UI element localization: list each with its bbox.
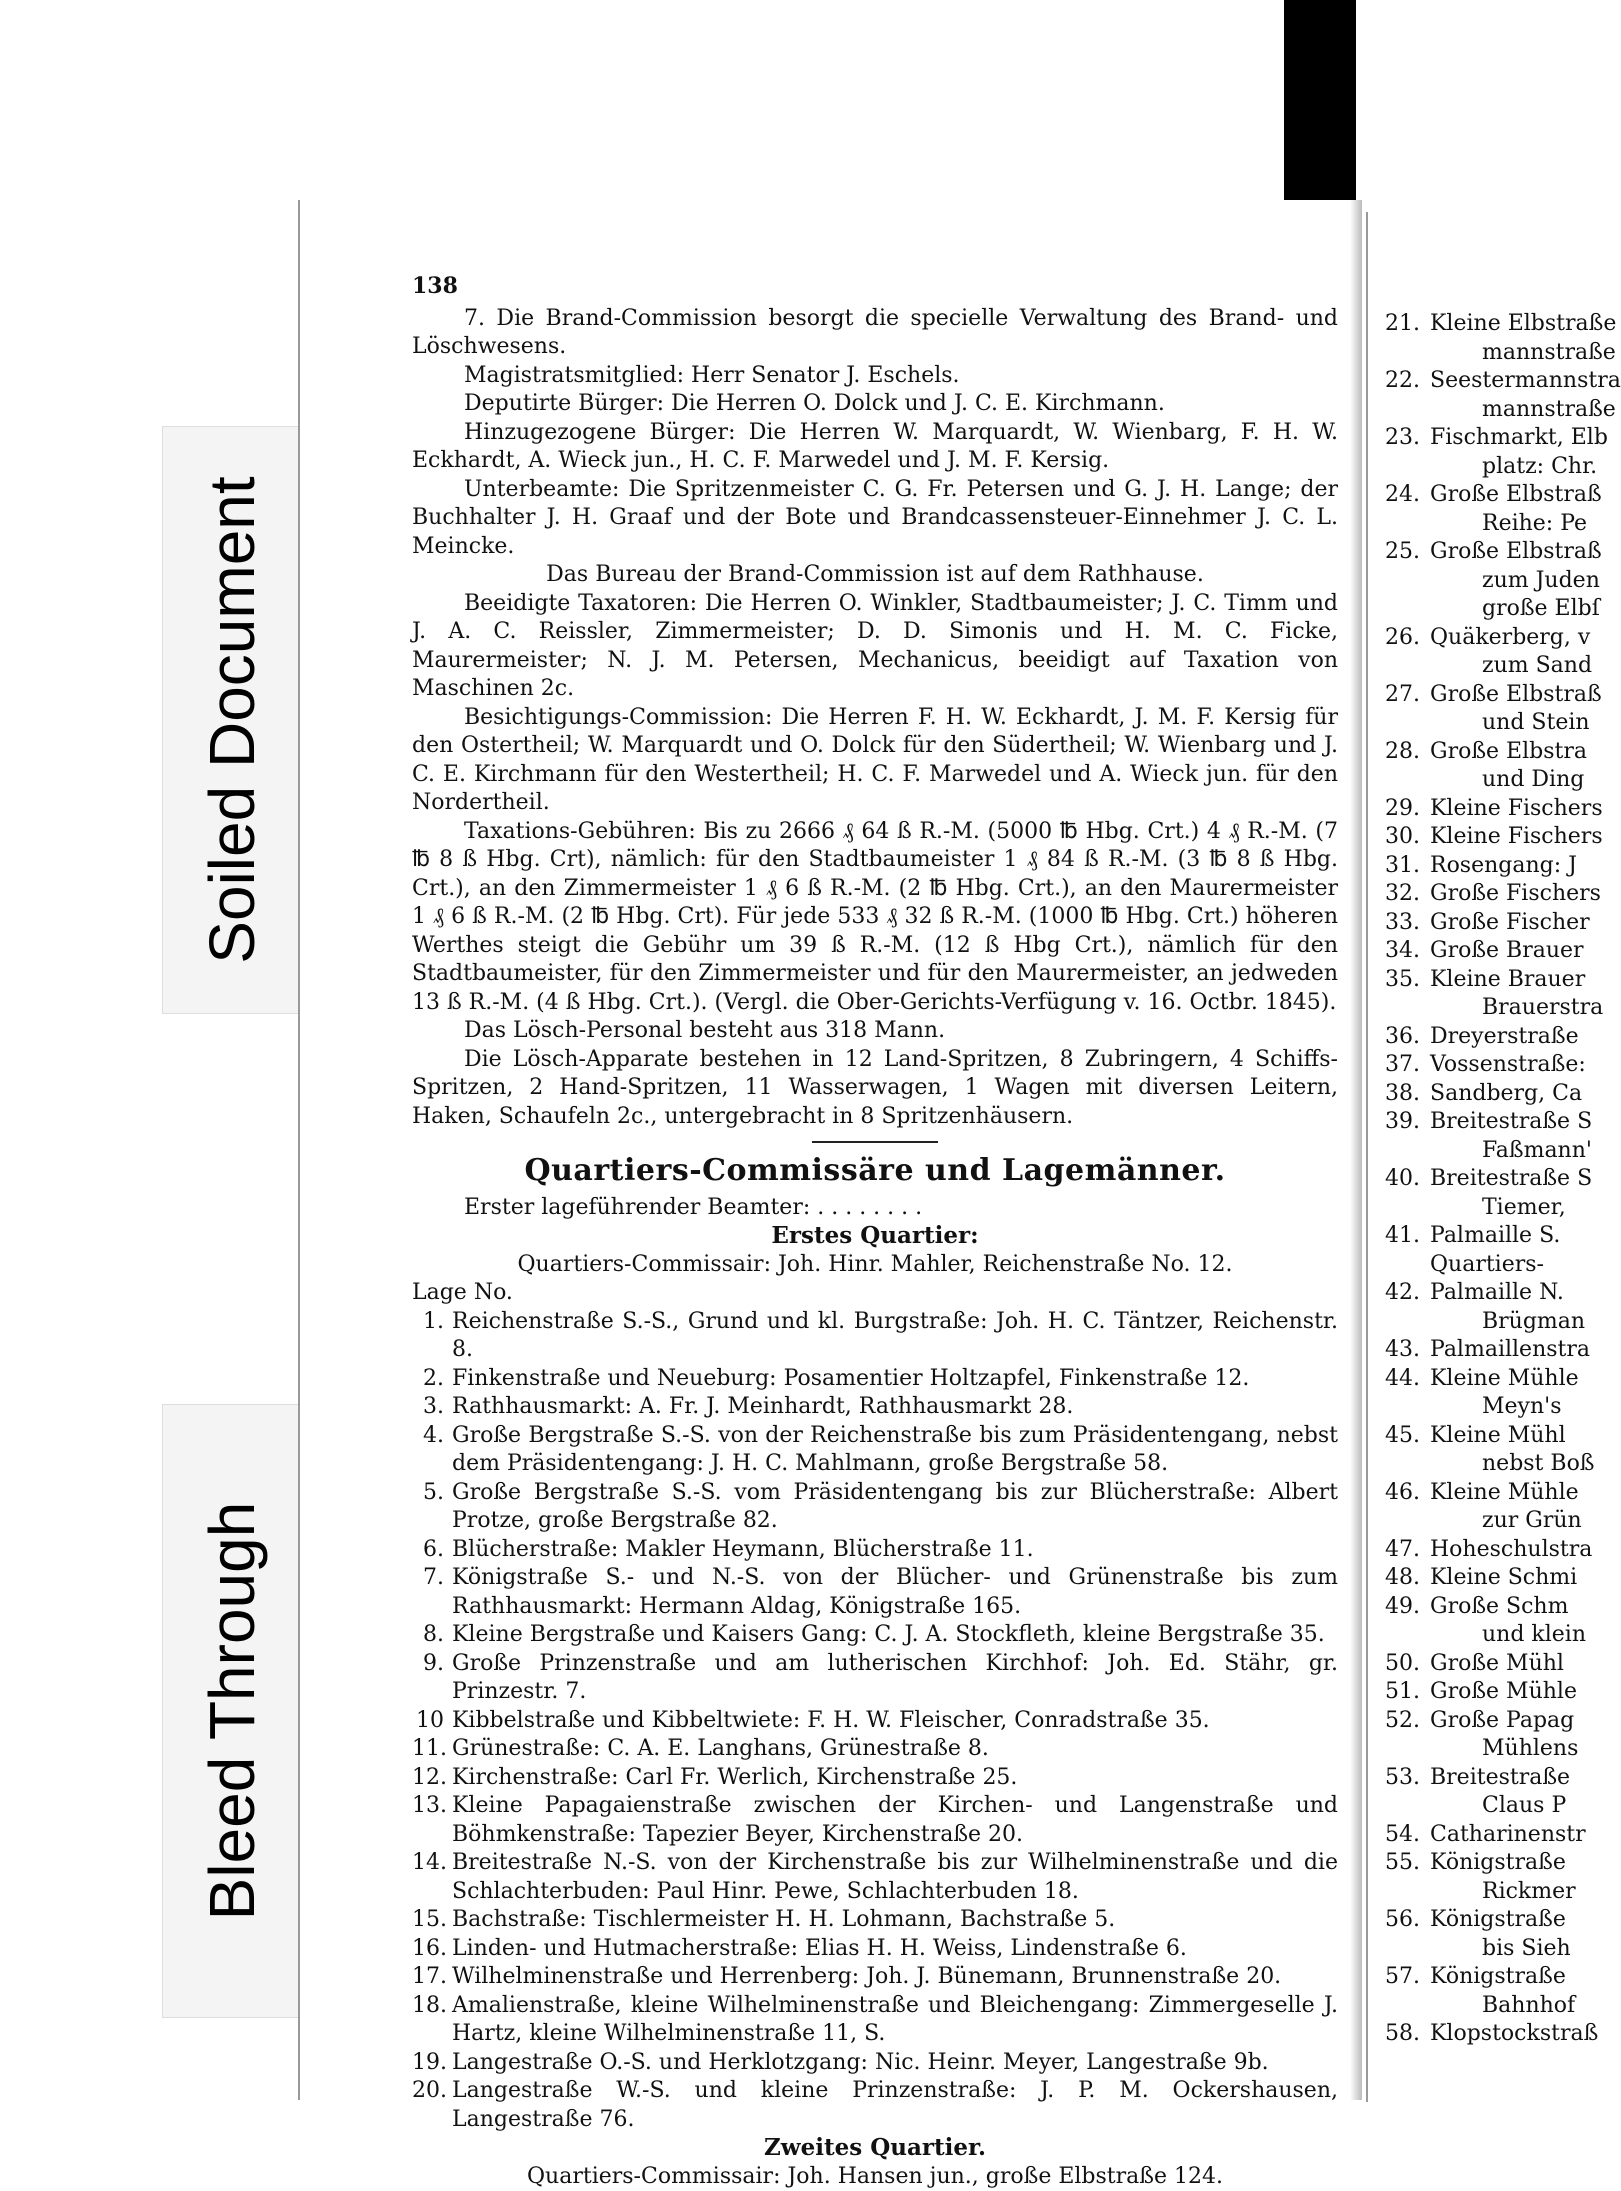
list-item xyxy=(1378,2020,1600,2049)
list-item xyxy=(412,1536,1338,1565)
list-item xyxy=(1378,709,1600,738)
lage-number: 32. xyxy=(1378,880,1430,909)
lage-text: Bachstraße: Tischlermeister H. H. Lohmann, Bachstraße 5. xyxy=(452,1906,1338,1935)
page-number: 138 xyxy=(412,272,1338,301)
list-item xyxy=(412,1935,1338,1964)
lage-text: Meyn's xyxy=(1430,1393,1561,1422)
lage-number: 9. xyxy=(412,1650,452,1707)
lage-text: Fischmarkt, Elb xyxy=(1430,424,1608,453)
list-item xyxy=(1378,681,1600,710)
list-item xyxy=(1378,1564,1600,1593)
lage-text: Rickmer xyxy=(1430,1878,1576,1907)
list-item xyxy=(1378,738,1600,767)
lage-number: 23. xyxy=(1378,424,1430,453)
paragraph-magistrat: Magistratsmitglied: Herr Senator J. Eschels. xyxy=(412,362,1338,391)
lage-header: Lage No. xyxy=(412,1279,1338,1308)
lage-number xyxy=(1378,396,1430,425)
lage-text: Seestermannstra xyxy=(1430,367,1621,396)
list-item xyxy=(412,1393,1338,1422)
list-item xyxy=(412,1792,1338,1849)
lage-text: Grünestraße: C. A. E. Langhans, Grünestraße 8. xyxy=(452,1735,1338,1764)
list-item xyxy=(1378,1906,1600,1935)
lage-number: 17. xyxy=(412,1963,452,1992)
list-item xyxy=(1378,595,1600,624)
lage-number xyxy=(1378,1735,1430,1764)
lage-number: 8. xyxy=(412,1621,452,1650)
left-page-text xyxy=(412,272,1338,2191)
lage-text: bis Sieh xyxy=(1430,1935,1571,1964)
lage-number: 51. xyxy=(1378,1678,1430,1707)
quartiers-commissair: Quartiers-Commissair: Joh. Hansen jun., große Elbstraße 124. xyxy=(412,2163,1338,2191)
lage-number: 30. xyxy=(1378,823,1430,852)
lage-text: Kirchenstraße: Carl Fr. Werlich, Kirchenstraße 25. xyxy=(452,1764,1338,1793)
list-item xyxy=(1378,1849,1600,1878)
lage-text: Breitestraße N.-S. von der Kirchenstraße bis zur Wilhelminenstraße und die Schlachterbuden: Paul Hinr. Pewe, Schlachterbuden 18. xyxy=(452,1849,1338,1906)
lage-text: Große Mühl xyxy=(1430,1650,1564,1679)
lage-text: Hoheschulstra xyxy=(1430,1536,1592,1565)
lage-number: 14. xyxy=(412,1849,452,1906)
lage-text: Kleine Bergstraße und Kaisers Gang: C. J. A. Stockfleth, kleine Bergstraße 35. xyxy=(452,1621,1338,1650)
list-item xyxy=(1378,1536,1600,1565)
lage-number: 34. xyxy=(1378,937,1430,966)
lage-text: Tiemer, xyxy=(1430,1194,1566,1223)
list-item xyxy=(412,1365,1338,1394)
lage-text: und klein xyxy=(1430,1621,1586,1650)
lage-number xyxy=(1378,595,1430,624)
list-item xyxy=(1378,966,1600,995)
paragraph-deputirte: Deputirte Bürger: Die Herren O. Dolck und J. C. E. Kirchmann. xyxy=(412,390,1338,419)
lage-number xyxy=(1378,652,1430,681)
list-item xyxy=(412,2077,1338,2134)
lage-number: 33. xyxy=(1378,909,1430,938)
list-item xyxy=(1378,538,1600,567)
lage-number: 3. xyxy=(412,1393,452,1422)
lage-text: Catharinenstr xyxy=(1430,1821,1586,1850)
tab-label: Bleed Through xyxy=(195,1502,269,1921)
list-item xyxy=(1378,567,1600,596)
lage-number: 46. xyxy=(1378,1479,1430,1508)
lage-number xyxy=(1378,1450,1430,1479)
lage-number: 31. xyxy=(1378,852,1430,881)
lage-number xyxy=(1378,1194,1430,1223)
list-item xyxy=(1378,1308,1600,1337)
lage-text: Vossenstraße: xyxy=(1430,1051,1586,1080)
list-item xyxy=(412,1564,1338,1621)
list-item xyxy=(1378,396,1600,425)
list-item xyxy=(1378,1393,1600,1422)
lage-text: Kleine Schmi xyxy=(1430,1564,1577,1593)
list-item xyxy=(1378,1935,1600,1964)
lage-text: Große Brauer xyxy=(1430,937,1584,966)
lage-text: Wilhelminenstraße und Herrenberg: Joh. J. Bünemann, Brunnenstraße 20. xyxy=(452,1963,1338,1992)
lage-number: 10 xyxy=(412,1707,452,1736)
lage-number: 41. xyxy=(1378,1222,1430,1251)
lage-number: 24. xyxy=(1378,481,1430,510)
list-item xyxy=(1378,937,1600,966)
paragraph-besichtigung: Besichtigungs-Commission: Die Herren F. H. W. Eckhardt, J. M. F. Kersig für den Ostertheil; W. Marquardt und O. Dolck für den Südertheil; W. Wienbarg und J. C. E. Kirchmann für den Westertheil; H. C. F. Marwedel und A. Wieck jun. für den Nordertheil. xyxy=(412,704,1338,818)
lage-number: 49. xyxy=(1378,1593,1430,1622)
list-item xyxy=(1378,1194,1600,1223)
lage-number xyxy=(1378,766,1430,795)
list-item xyxy=(1378,1764,1600,1793)
list-item xyxy=(1378,1792,1600,1821)
lage-text: Kibbelstraße und Kibbeltwiete: F. H. W. Fleischer, Conradstraße 35. xyxy=(452,1707,1338,1736)
quartiers-commissair: Quartiers-Commissair: Joh. Hinr. Mahler, Reichenstraße No. 12. xyxy=(412,1251,1338,1280)
lage-text: und Ding xyxy=(1430,766,1584,795)
list-item xyxy=(1378,852,1600,881)
lage-text: Kleine Papagaienstraße zwischen der Kirchen- und Langenstraße und Böhmkenstraße: Tapezier Beyer, Kirchenstraße 20. xyxy=(452,1792,1338,1849)
lage-number: 37. xyxy=(1378,1051,1430,1080)
list-item xyxy=(1378,1222,1600,1251)
lage-text: große Elbſ xyxy=(1430,595,1600,624)
tab-label: Soiled Document xyxy=(195,476,269,963)
lage-number: 48. xyxy=(1378,1564,1430,1593)
lage-number: 27. xyxy=(1378,681,1430,710)
lage-number xyxy=(1378,1137,1430,1166)
lage-text: Blücherstraße: Makler Heymann, Blücherstraße 11. xyxy=(452,1536,1338,1565)
list-item xyxy=(1378,1336,1600,1365)
lage-text: Große Elbstraß xyxy=(1430,538,1602,567)
paragraph-apparate: Die Lösch-Apparate bestehen in 12 Land-Spritzen, 8 Zubringern, 4 Schiffs-Spritzen, 2 Hand-Spritzen, 11 Wasserwagen, 1 Wagen mit diversen Leitern, Haken, Schaufeln 2c., untergebracht in 8 Spritzenhäusern. xyxy=(412,1046,1338,1132)
list-item xyxy=(1378,795,1600,824)
lage-number: 13. xyxy=(412,1792,452,1849)
lage-text: Faßmann' xyxy=(1430,1137,1592,1166)
list-item xyxy=(1378,1080,1600,1109)
lage-number: 50. xyxy=(1378,1650,1430,1679)
lage-text: Große Mühle xyxy=(1430,1678,1577,1707)
lage-number: 16. xyxy=(412,1935,452,1964)
lage-text: zum Juden xyxy=(1430,567,1600,596)
list-item xyxy=(1378,994,1600,1023)
lage-text: mannstraße xyxy=(1430,396,1616,425)
lage-text: zum Sand xyxy=(1430,652,1592,681)
list-item xyxy=(1378,1650,1600,1679)
lage-text: Königstraße xyxy=(1430,1849,1566,1878)
lage-text: Breitestraße xyxy=(1430,1764,1570,1793)
lage-number: 19. xyxy=(412,2049,452,2078)
paragraph-hinzugezogene: Hinzugezogene Bürger: Die Herren W. Marquardt, W. Wienbarg, F. H. W. Eckhardt, A. Wieck jun., H. C. F. Marwedel und J. M. F. Kersig. xyxy=(412,419,1338,476)
lage-number: 7. xyxy=(412,1564,452,1621)
lage-text: Große Bergstraße S.-S. von der Reichenstraße bis zum Präsidentengang, nebst dem Präsidentengang: J. H. C. Mahlmann, große Bergstraße 58. xyxy=(452,1422,1338,1479)
lage-number xyxy=(1378,453,1430,482)
lage-number: 53. xyxy=(1378,1764,1430,1793)
lage-text: nebst Boß xyxy=(1430,1450,1595,1479)
list-item xyxy=(1378,1450,1600,1479)
lage-text: Große Papag xyxy=(1430,1707,1574,1736)
soiled-document-tab xyxy=(162,426,302,1014)
bleed-through-tab xyxy=(162,1404,302,2018)
lage-number: 21. xyxy=(1378,310,1430,339)
lage-text: Große Schm xyxy=(1430,1593,1568,1622)
lage-text: Finkenstraße und Neueburg: Posamentier Holtzapfel, Finkenstraße 12. xyxy=(452,1365,1338,1394)
lage-number: 54. xyxy=(1378,1821,1430,1850)
lage-number xyxy=(1378,1878,1430,1907)
lage-text: Quartiers- xyxy=(1430,1251,1544,1280)
lage-text: Palmaillenstra xyxy=(1430,1336,1590,1365)
divider xyxy=(812,1141,938,1143)
lage-text: Langestraße O.-S. und Herklotzgang: Nic. Heinr. Meyer, Langestraße 9b. xyxy=(452,2049,1338,2078)
lage-number xyxy=(1378,339,1430,368)
lage-text: Klopstockstraß xyxy=(1430,2020,1598,2049)
lage-number: 28. xyxy=(1378,738,1430,767)
lage-number xyxy=(1378,994,1430,1023)
lage-text: Kleine Mühle xyxy=(1430,1365,1579,1394)
list-item xyxy=(1378,1735,1600,1764)
list-item xyxy=(1378,367,1600,396)
lage-text: Rathhausmarkt: A. Fr. J. Meinhardt, Rathhausmarkt 28. xyxy=(452,1393,1338,1422)
lage-text: Große Prinzenstraße und am lutherischen Kirchhof: Joh. Ed. Stähr, gr. Prinzestr. 7. xyxy=(452,1650,1338,1707)
lage-text: Sandberg, Ca xyxy=(1430,1080,1582,1109)
lage-text: Große Elbstra xyxy=(1430,738,1587,767)
lage-text: Große Fischers xyxy=(1430,880,1601,909)
lage-number: 45. xyxy=(1378,1422,1430,1451)
list-item xyxy=(1378,1707,1600,1736)
paragraph-gebuehren: Taxations-Gebühren: Bis zu 2666 ₰ 64 ß R.-M. (5000 ℔ Hbg. Crt.) 4 ₰ R.-M. (7 ℔ 8 ß Hbg. Crt), nämlich: für den Stadtbaumeister 1 ₰ 84 ß R.-M. (3 ℔ 8 ß Hbg. Crt.), an den Zimmermeister 1 ₰ 6 ß R.-M. (2 ℔ Hbg. Crt.), an den Maurermeister 1 ₰ 6 ß R.-M. (2 ℔ Hbg. Crt). Für jede 533 ₰ 32 ß R.-M. (1000 ℔ Hbg. Crt.) höheren Werthes steigt die Gebühr um 39 ß R.-M. (12 ß Hbg Crt.), nämlich für den Stadtbaumeister, für den Zimmermeister und für den Maurermeister, an jedweden 13 ß R.-M. (4 ß Hbg. Crt.). (Vergl. die Ober-Gerichts-Verfügung v. 16. Octbr. 1845). xyxy=(412,818,1338,1018)
list-item xyxy=(1378,1479,1600,1508)
right-page-list xyxy=(1378,310,1600,2049)
lage-text: Palmaille N. xyxy=(1430,1279,1564,1308)
lage-number: 43. xyxy=(1378,1336,1430,1365)
lage-text: Langestraße W.-S. und kleine Prinzenstraße: J. P. M. Ockershausen, Langestraße 76. xyxy=(452,2077,1338,2134)
lage-number: 12. xyxy=(412,1764,452,1793)
quartier-heading: Erstes Quartier: xyxy=(412,1222,1338,1251)
lage-text: Königstraße xyxy=(1430,1906,1566,1935)
lage-number xyxy=(1378,1621,1430,1650)
lage-text: Große Fischer xyxy=(1430,909,1590,938)
lage-number: 6. xyxy=(412,1536,452,1565)
lage-text: Mühlens xyxy=(1430,1735,1578,1764)
list-item xyxy=(1378,310,1600,339)
lage-number: 35. xyxy=(1378,966,1430,995)
lage-number xyxy=(1378,1251,1430,1280)
list-item xyxy=(1378,1821,1600,1850)
lage-number: 2. xyxy=(412,1365,452,1394)
list-item xyxy=(412,1650,1338,1707)
lage-number: 26. xyxy=(1378,624,1430,653)
lage-text: Kleine Fischers xyxy=(1430,823,1603,852)
lage-number: 56. xyxy=(1378,1906,1430,1935)
lage-number: 44. xyxy=(1378,1365,1430,1394)
paragraph-loeschpersonal: Das Lösch-Personal besteht aus 318 Mann. xyxy=(412,1017,1338,1046)
lage-number: 36. xyxy=(1378,1023,1430,1052)
lage-number xyxy=(1378,1935,1430,1964)
lage-text: Rosengang: J xyxy=(1430,852,1577,881)
lage-number: 47. xyxy=(1378,1536,1430,1565)
list-item xyxy=(1378,1422,1600,1451)
list-item xyxy=(1378,1507,1600,1536)
list-item xyxy=(1378,1165,1600,1194)
lage-text: Breitestraße S xyxy=(1430,1108,1592,1137)
list-item xyxy=(1378,624,1600,653)
list-item xyxy=(412,1735,1338,1764)
lage-number: 40. xyxy=(1378,1165,1430,1194)
lage-text: Kleine Elbstraße xyxy=(1430,310,1616,339)
list-item xyxy=(1378,1878,1600,1907)
lage-text: Große Bergstraße S.-S. vom Präsidentengang bis zur Blücherstraße: Albert Protze, große Bergstraße 82. xyxy=(452,1479,1338,1536)
lage-text: Claus P xyxy=(1430,1792,1566,1821)
lage-text: mannstraße xyxy=(1430,339,1616,368)
lage-text: Brauerstra xyxy=(1430,994,1603,1023)
list-item xyxy=(1378,909,1600,938)
lage-text: Bahnhof xyxy=(1430,1992,1575,2021)
list-item xyxy=(1378,766,1600,795)
lage-text: Reihe: Pe xyxy=(1430,510,1587,539)
list-item xyxy=(1378,1992,1600,2021)
list-item xyxy=(412,1621,1338,1650)
list-item xyxy=(412,1849,1338,1906)
lage-text: Brügman xyxy=(1430,1308,1585,1337)
lage-text: Amalienstraße, kleine Wilhelminenstraße und Bleichengang: Zimmergeselle J. Hartz, kleine Wilhelminenstraße 11, S. xyxy=(452,1992,1338,2049)
lage-text: und Stein xyxy=(1430,709,1590,738)
list-item xyxy=(1378,424,1600,453)
lage-number: 22. xyxy=(1378,367,1430,396)
list-item xyxy=(1378,1963,1600,1992)
lage-text: Kleine Fischers xyxy=(1430,795,1603,824)
list-item xyxy=(1378,880,1600,909)
lage-number xyxy=(1378,510,1430,539)
quartier-heading: Zweites Quartier. xyxy=(412,2134,1338,2163)
paragraph-bureau: Das Bureau der Brand-Commission ist auf dem Rathhause. xyxy=(412,561,1338,590)
lage-text: Breitestraße S xyxy=(1430,1165,1592,1194)
lage-text: Kleine Brauer xyxy=(1430,966,1585,995)
section-title: Quartiers-Commissäre und Lagemänner. xyxy=(412,1157,1338,1186)
lage-number: 29. xyxy=(1378,795,1430,824)
lage-text: Königstraße S.- und N.-S. von der Blücher- und Grünenstraße bis zum Rathhausmarkt: Hermann Aldag, Königstraße 165. xyxy=(452,1564,1338,1621)
list-item xyxy=(412,1906,1338,1935)
lage-number: 52. xyxy=(1378,1707,1430,1736)
lage-number xyxy=(1378,1792,1430,1821)
lage-number: 20. xyxy=(412,2077,452,2134)
list-item xyxy=(1378,1678,1600,1707)
lage-number xyxy=(1378,1308,1430,1337)
lage-number: 18. xyxy=(412,1992,452,2049)
lage-text: Palmaille S. xyxy=(1430,1222,1560,1251)
list-item xyxy=(1378,1279,1600,1308)
lage-number xyxy=(1378,1507,1430,1536)
list-item xyxy=(1378,823,1600,852)
list-item xyxy=(1378,1251,1600,1280)
book-ribbon xyxy=(1284,0,1356,206)
list-item xyxy=(1378,1051,1600,1080)
list-item xyxy=(1378,652,1600,681)
lage-number xyxy=(1378,1393,1430,1422)
list-item xyxy=(1378,1621,1600,1650)
lage-text: Kleine Mühl xyxy=(1430,1422,1566,1451)
lage-text: platz: Chr. xyxy=(1430,453,1597,482)
lage-number: 58. xyxy=(1378,2020,1430,2049)
lage-text: zur Grün xyxy=(1430,1507,1582,1536)
lage-number: 1. xyxy=(412,1308,452,1365)
lage-number: 55. xyxy=(1378,1849,1430,1878)
list-item xyxy=(1378,1137,1600,1166)
list-item xyxy=(1378,1593,1600,1622)
list-item xyxy=(412,1764,1338,1793)
list-item xyxy=(412,1963,1338,1992)
lage-number: 38. xyxy=(1378,1080,1430,1109)
lage-number: 11. xyxy=(412,1735,452,1764)
lage-text: Dreyerstraße xyxy=(1430,1023,1579,1052)
list-item xyxy=(412,1308,1338,1365)
lage-number xyxy=(1378,1992,1430,2021)
list-item xyxy=(1378,453,1600,482)
lage-number xyxy=(1378,567,1430,596)
paragraph-unterbeamte: Unterbeamte: Die Spritzenmeister C. G. Fr. Petersen und G. J. H. Lange; der Buchhalter J. H. Graaf und der Bote und Brandcassensteuer-Einnehmer J. C. L. Meincke. xyxy=(412,476,1338,562)
lage-number: 4. xyxy=(412,1422,452,1479)
lage-text: Große Elbstraß xyxy=(1430,681,1602,710)
lage-text: Kleine Mühle xyxy=(1430,1479,1579,1508)
lage-list xyxy=(412,1308,1338,2135)
list-item xyxy=(412,1422,1338,1479)
lage-number: 39. xyxy=(1378,1108,1430,1137)
lage-text: Große Elbstraß xyxy=(1430,481,1602,510)
lage-number: 5. xyxy=(412,1479,452,1536)
list-item xyxy=(1378,1023,1600,1052)
paragraph-brand-commission: 7. Die Brand-Commission besorgt die specielle Verwaltung des Brand- und Löschwesens. xyxy=(412,305,1338,362)
paragraph-taxatoren: Beeidigte Taxatoren: Die Herren O. Winkler, Stadtbaumeister; J. C. Timm und J. A. C. Reissler, Zimmermeister; D. D. Simonis und H. M. C. Ficke, Maurermeister; N. J. M. Petersen, Mechanicus, beeidigt auf Taxation von Maschinen 2c. xyxy=(412,590,1338,704)
lage-text: Königstraße xyxy=(1430,1963,1566,1992)
lage-text: Quäkerberg, v xyxy=(1430,624,1590,653)
list-item xyxy=(412,2049,1338,2078)
list-item xyxy=(412,1992,1338,2049)
list-item xyxy=(1378,1108,1600,1137)
lage-text: Linden- und Hutmacherstraße: Elias H. H. Weiss, Lindenstraße 6. xyxy=(452,1935,1338,1964)
lage-number: 42. xyxy=(1378,1279,1430,1308)
list-item xyxy=(1378,1365,1600,1394)
list-item xyxy=(1378,510,1600,539)
erster-beamter: Erster lageführender Beamter: . . . . . . . . xyxy=(412,1194,1338,1223)
list-item xyxy=(1378,339,1600,368)
list-item xyxy=(1378,481,1600,510)
lage-number xyxy=(1378,709,1430,738)
lage-text: Reichenstraße S.-S., Grund und kl. Burgstraße: Joh. H. C. Täntzer, Reichenstr. 8. xyxy=(452,1308,1338,1365)
list-item xyxy=(412,1707,1338,1736)
lage-number: 15. xyxy=(412,1906,452,1935)
lage-number: 25. xyxy=(1378,538,1430,567)
list-item xyxy=(412,1479,1338,1536)
lage-number: 57. xyxy=(1378,1963,1430,1992)
